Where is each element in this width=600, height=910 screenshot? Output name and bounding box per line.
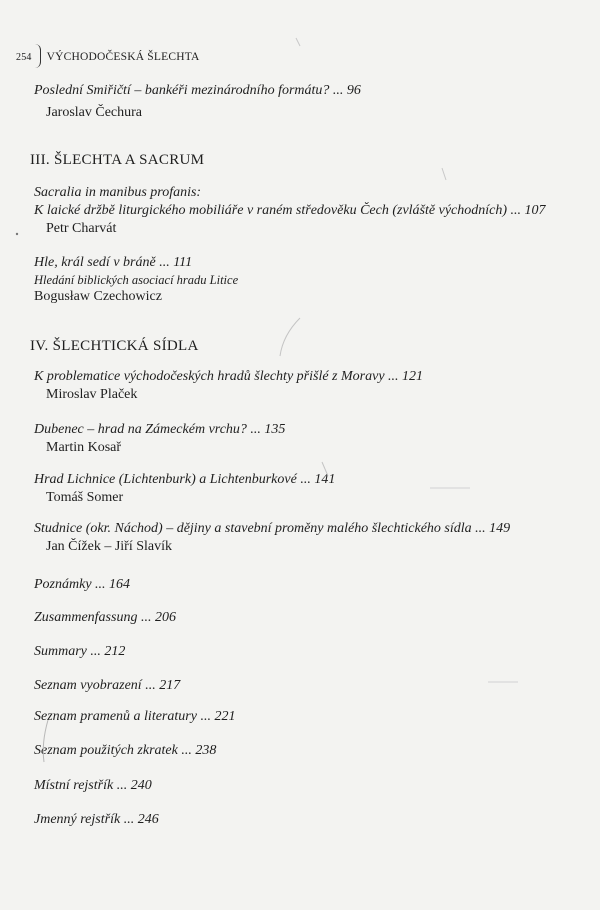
entry-separator: ... bbox=[200, 709, 211, 724]
toc-entry bbox=[34, 520, 580, 556]
toc-entry bbox=[34, 82, 580, 122]
entry-title-line bbox=[34, 576, 580, 594]
running-head bbox=[16, 46, 200, 68]
entry-title: Studnice (okr. Náchod) – dějiny a stavební proměny malého šlechtického sídla bbox=[34, 521, 472, 536]
entry-title: Poslední Smiřičtí – bankéři mezinárodního formátu? bbox=[34, 83, 330, 98]
entry-separator: ... bbox=[159, 255, 170, 270]
entry-title: Seznam pramenů a literatury bbox=[34, 709, 197, 724]
toc-entry bbox=[34, 777, 580, 795]
section-heading-4: IV. ŠLECHTICKÁ SÍDLA bbox=[30, 338, 199, 354]
toc-entry bbox=[34, 677, 580, 695]
entry-page: 149 bbox=[489, 521, 511, 536]
entry-separator: ... bbox=[145, 678, 156, 693]
entry-title-line bbox=[34, 777, 580, 795]
entry-page: 111 bbox=[173, 255, 193, 270]
entry-author: Martin Kosař bbox=[46, 440, 122, 455]
entry-title: K laické držbě liturgického mobiliáře v raném středověku Čech (zvláště východních) bbox=[34, 203, 508, 218]
toc-entry bbox=[34, 576, 580, 594]
entry-separator: ... bbox=[300, 472, 311, 487]
toc-entry bbox=[34, 742, 580, 760]
toc-entry bbox=[34, 421, 580, 457]
entry-author: Bogusław Czechowicz bbox=[34, 289, 162, 304]
entry-separator: ... bbox=[116, 778, 128, 793]
entry-title-line bbox=[34, 82, 580, 100]
entry-page: 240 bbox=[130, 778, 152, 793]
entry-separator: ... bbox=[90, 644, 101, 659]
entry-title: Jmenný rejstřík bbox=[34, 812, 121, 827]
entry-title: K problematice východočeských hradů šlechty přišlé z Moravy bbox=[34, 369, 385, 384]
entry-separator: ... bbox=[123, 812, 135, 827]
page-number: 254 bbox=[16, 51, 32, 63]
toc-entry bbox=[34, 643, 580, 661]
bracket-ornament bbox=[35, 44, 41, 68]
entry-title-line bbox=[34, 609, 580, 627]
toc-entry bbox=[34, 254, 580, 306]
entry-title: Dubenec – hrad na Zámeckém vrchu? bbox=[34, 422, 247, 437]
entry-page: 107 bbox=[524, 203, 546, 218]
entry-title-line bbox=[34, 520, 580, 538]
entry-title: Seznam použitých zkratek bbox=[34, 743, 178, 758]
entry-title-line bbox=[34, 643, 580, 661]
entry-page: 164 bbox=[109, 577, 131, 592]
toc-entry bbox=[34, 609, 580, 627]
entry-page: 141 bbox=[314, 472, 336, 487]
entry-author: Miroslav Plaček bbox=[46, 387, 138, 402]
entry-separator: ... bbox=[140, 610, 152, 625]
entry-separator: ... bbox=[388, 369, 399, 384]
entry-title: Summary bbox=[34, 644, 87, 659]
entry-title: Místní rejstřík bbox=[34, 778, 114, 793]
entry-title: Zusammenfassung bbox=[34, 610, 138, 625]
toc-entry bbox=[34, 368, 580, 404]
entry-separator: ... bbox=[95, 577, 106, 592]
entry-author: Jan Čížek – Jiří Slavík bbox=[46, 539, 172, 554]
entry-page: 217 bbox=[159, 678, 181, 693]
entry-subtitle: Hledání biblických asociací hradu Litice bbox=[34, 273, 239, 287]
toc-entry bbox=[34, 471, 580, 507]
entry-separator: ... bbox=[332, 83, 344, 98]
entry-title-line bbox=[34, 368, 580, 386]
entry-title-line bbox=[34, 421, 580, 439]
entry-separator: ... bbox=[181, 743, 192, 758]
entry-title-line bbox=[34, 254, 580, 272]
entry-title: Seznam vyobrazení bbox=[34, 678, 142, 693]
entry-title-line bbox=[34, 708, 580, 726]
entry-title-line bbox=[34, 811, 580, 829]
entry-title-line bbox=[34, 742, 580, 760]
entry-title-line-2 bbox=[34, 202, 580, 220]
entry-page: 246 bbox=[137, 812, 159, 827]
toc-entry bbox=[34, 811, 580, 829]
entry-separator: ... bbox=[510, 203, 522, 218]
entry-title: Hle, král sedí v bráně bbox=[34, 255, 156, 270]
entry-page: 206 bbox=[154, 610, 176, 625]
entry-page: 212 bbox=[104, 644, 126, 659]
entry-separator: ... bbox=[475, 521, 486, 536]
entry-author: Tomáš Somer bbox=[46, 490, 124, 505]
entry-page: 135 bbox=[264, 422, 286, 437]
entry-page: 121 bbox=[402, 369, 424, 384]
toc-entry bbox=[34, 184, 580, 238]
entry-author: Petr Charvát bbox=[46, 221, 117, 236]
running-head-title: VÝCHODOČESKÁ ŠLECHTA bbox=[46, 51, 200, 63]
entry-page: 221 bbox=[214, 709, 236, 724]
entry-title-line bbox=[34, 471, 580, 489]
entry-page: 238 bbox=[195, 743, 217, 758]
section-heading-3: III. ŠLECHTA A SACRUM bbox=[30, 152, 205, 168]
toc-entry bbox=[34, 708, 580, 726]
entry-title: Hrad Lichnice (Lichtenburk) a Lichtenburkové bbox=[34, 472, 297, 487]
entry-title-line bbox=[34, 677, 580, 695]
entry-author: Jaroslav Čechura bbox=[46, 105, 143, 120]
entry-page: 96 bbox=[346, 83, 361, 98]
entry-separator: ... bbox=[250, 422, 261, 437]
entry-title-line-1: Sacralia in manibus profanis: bbox=[34, 185, 202, 200]
entry-title: Poznámky bbox=[34, 577, 92, 592]
